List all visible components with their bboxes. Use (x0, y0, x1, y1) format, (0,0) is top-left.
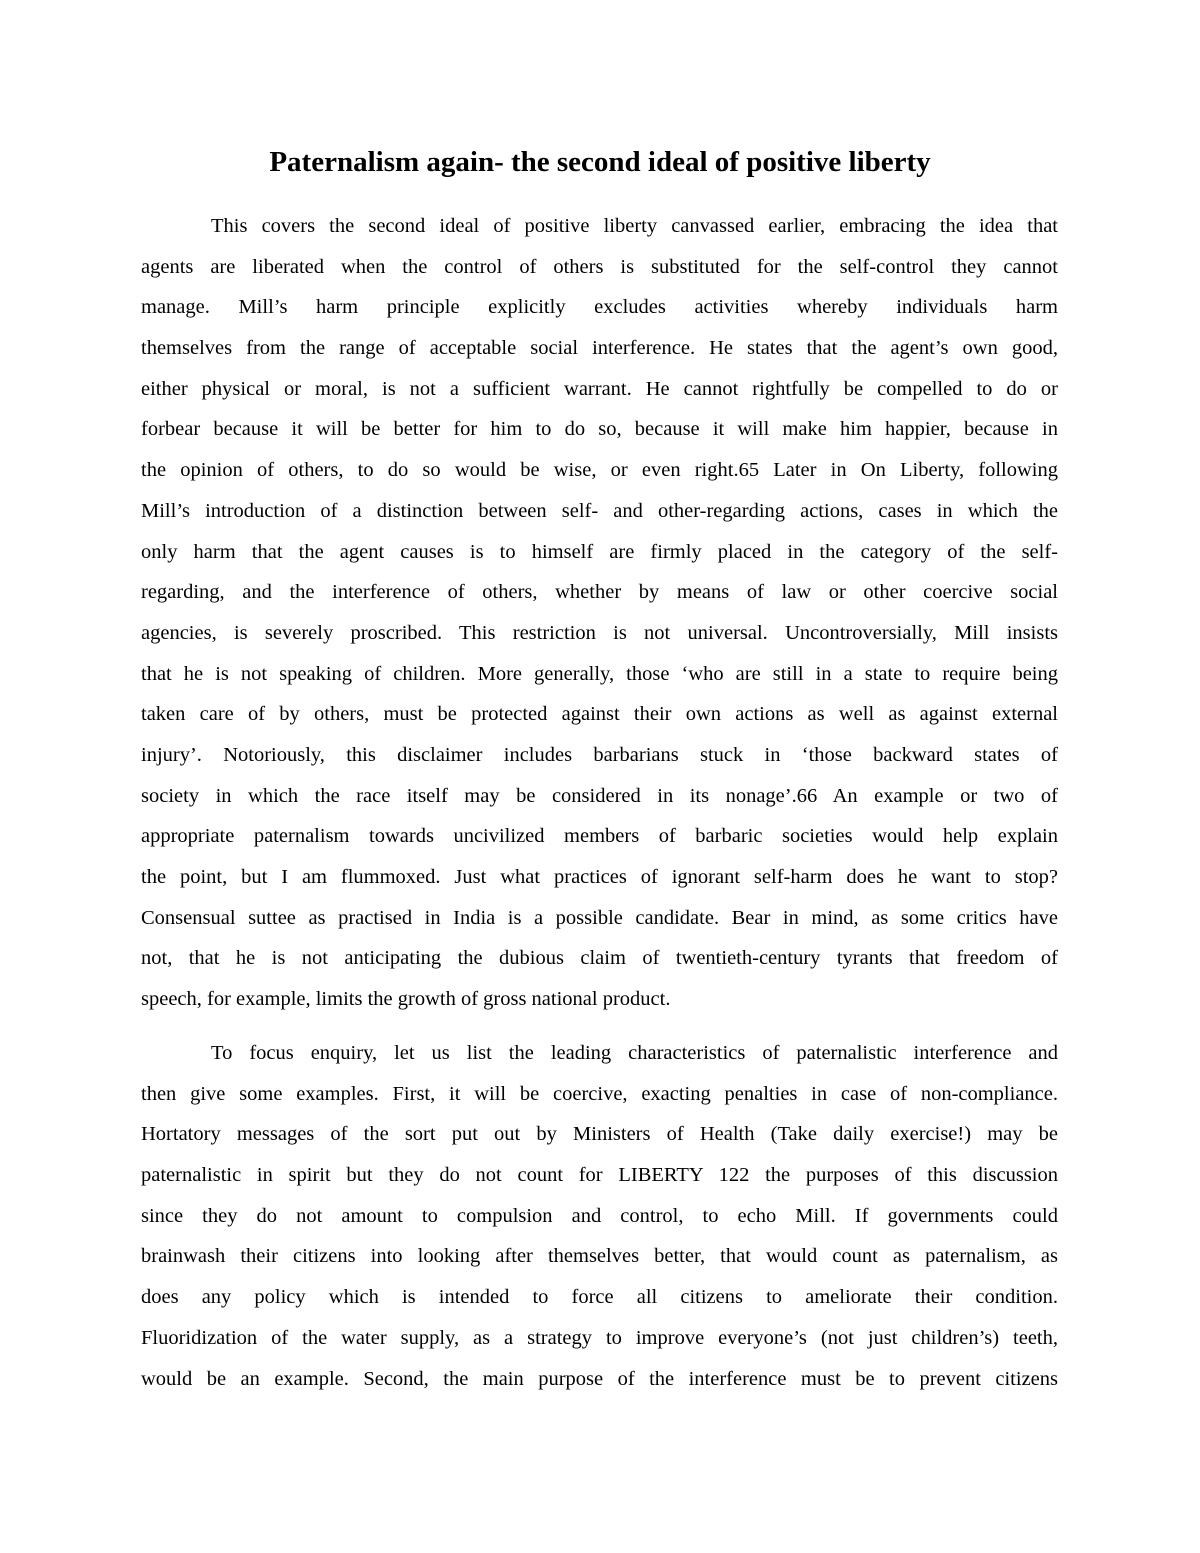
document-title: Paternalism again- the second ideal of positive liberty (269, 146, 931, 178)
paragraph-1 (141, 206, 1058, 1020)
text-line: speech, for example, limits the growth of gross national product. (141, 988, 671, 1011)
paragraph-2 (141, 1033, 1058, 1399)
text-line: regarding, and the interference of others, whether by means of law or other coercive social (141, 581, 1058, 604)
text-line: themselves from the range of acceptable social interference. He states that the agent’s own good, (141, 337, 1058, 360)
text-line: To focus enquiry, let us list the leading characteristics of paternalistic interference and (211, 1042, 1058, 1064)
text-line: taken care of by others, must be protected against their own actions as well as against external (141, 703, 1058, 726)
text-line: since they do not amount to compulsion and control, to echo Mill. If governments could (141, 1204, 1058, 1227)
text-line: paternalistic in spirit but they do not count for LIBERTY 122 the purposes of this discussion (141, 1164, 1058, 1187)
text-line: forbear because it will be better for him to do so, because it will make him happier, because in (141, 418, 1058, 441)
text-line: manage. Mill’s harm principle explicitly excludes activities whereby individuals harm (141, 296, 1058, 319)
text-line: Consensual suttee as practised in India is a possible candidate. Bear in mind, as some critics have (141, 906, 1058, 929)
text-line: would be an example. Second, the main purpose of the interference must be to prevent citizens (141, 1367, 1058, 1390)
text-line: appropriate paternalism towards uncivilized members of barbaric societies would help explain (141, 825, 1058, 848)
text-line: only harm that the agent causes is to himself are firmly placed in the category of the self- (141, 540, 1058, 563)
text-line: agents are liberated when the control of others is substituted for the self-control they cannot (141, 255, 1058, 278)
text-line: society in which the race itself may be considered in its nonage’.66 An example or two of (141, 784, 1058, 807)
text-line: the point, but I am flummoxed. Just what practices of ignorant self-harm does he want to stop? (141, 866, 1058, 888)
text-line: then give some examples. First, it will be coercive, exacting penalties in case of non-compliance. (141, 1082, 1058, 1105)
text-line: Hortatory messages of the sort put out by Ministers of Health (Take daily exercise!) may be (141, 1123, 1058, 1146)
text-line: Mill’s introduction of a distinction between self- and other-regarding actions, cases in which the (141, 499, 1058, 522)
text-line: agencies, is severely proscribed. This restriction is not universal. Uncontroversially, Mill insists (141, 621, 1058, 644)
text-line: injury’. Notoriously, this disclaimer includes barbarians stuck in ‘those backward states of (141, 743, 1058, 766)
text-line: does any policy which is intended to force all citizens to ameliorate their condition. (141, 1286, 1058, 1309)
text-line: brainwash their citizens into looking after themselves better, that would count as paternalism, as (141, 1245, 1058, 1268)
text-line: that he is not speaking of children. More generally, those ‘who are still in a state to require being (141, 662, 1058, 685)
text-line: This covers the second ideal of positive liberty canvassed earlier, embracing the idea that (211, 215, 1058, 237)
text-line: the opinion of others, to do so would be wise, or even right.65 Later in On Liberty, following (141, 459, 1058, 482)
text-line: not, that he is not anticipating the dubious claim of twentieth-century tyrants that freedom of (141, 947, 1058, 970)
text-line: either physical or moral, is not a sufficient warrant. He cannot rightfully be compelled to do or (141, 377, 1058, 400)
text-line: Fluoridization of the water supply, as a strategy to improve everyone’s (not just children’s) teeth, (141, 1326, 1058, 1349)
